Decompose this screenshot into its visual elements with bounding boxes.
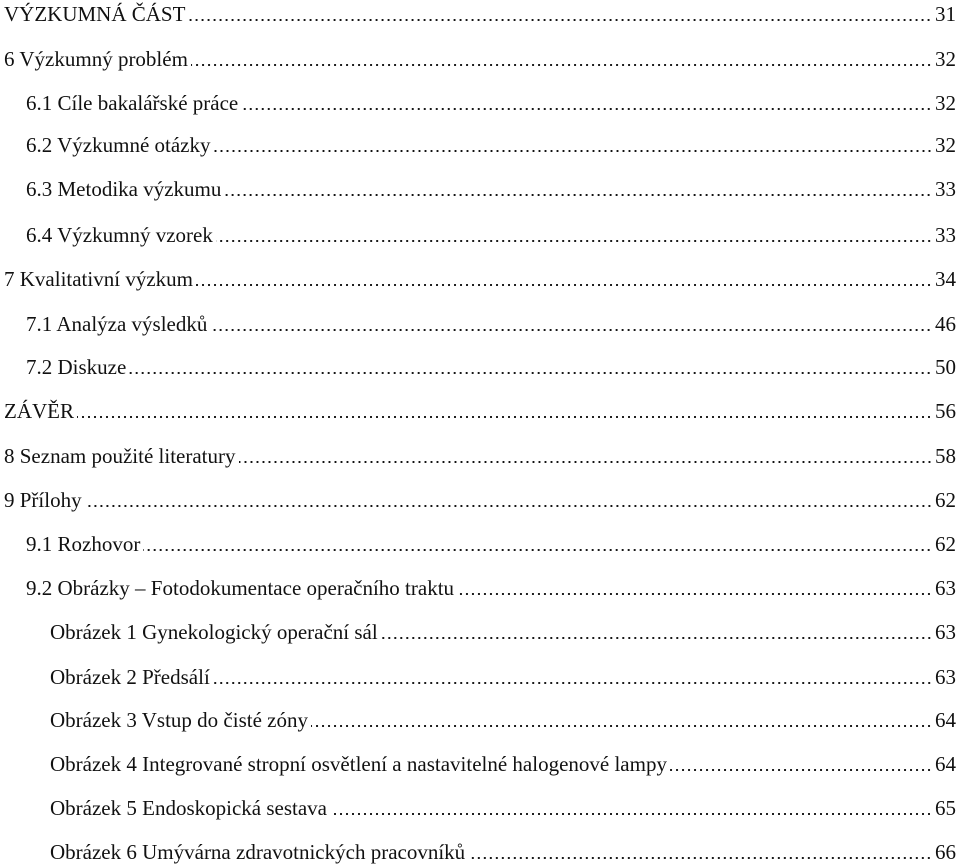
dot-leader [330,812,932,816]
dot-leader [210,328,932,332]
toc-entry-vyzkumna-cast[interactable] [4,0,956,28]
dot-leader [468,856,932,860]
toc-entry-label: 6.3 Metodika výzkumu [26,177,222,201]
dot-leader [216,239,932,243]
dot-leader [457,592,932,596]
toc-entry-label: 9 Přílohy [4,488,82,512]
toc-page-number: 32 [935,133,956,157]
toc-page-number: 33 [935,223,956,247]
dot-leader [381,636,932,640]
toc-entry-label: Obrázek 2 Předsálí [50,665,210,689]
toc-entry-label: 6.4 Výzkumný vzorek [26,223,213,247]
toc-page-number: 56 [935,399,956,423]
toc-entry-label: 6.1 Cíle bakalářské práce [26,91,239,115]
toc-entry-label: Obrázek 1 Gynekologický operační sál [50,620,378,644]
toc-entry-9-1[interactable] [26,530,956,558]
toc-page-number: 62 [935,532,956,556]
toc-page-number: 63 [935,576,956,600]
dot-leader [214,149,933,153]
toc-page-number: 34 [935,267,956,291]
dot-leader [191,63,932,67]
toc-entry-label: Obrázek 6 Umývárna zdravotnických pracovníků [50,840,466,864]
toc-entry-label: 7.2 Diskuze [26,355,127,379]
toc-entry-9[interactable] [4,486,956,514]
toc-page-number: 33 [935,177,956,201]
dot-leader [129,371,932,375]
toc-entry-figure-4[interactable] [50,750,956,778]
dot-leader [224,193,932,197]
toc-entry-6-3[interactable] [26,175,956,203]
toc-entry-label: VÝZKUMNÁ ČÁST [4,2,186,26]
toc-page-number: 50 [935,355,956,379]
toc-page-number: 64 [935,752,956,776]
toc-entry-6-1[interactable] [26,89,956,117]
dot-leader [188,18,932,22]
toc-page-number: 64 [935,708,956,732]
toc-entry-label: 8 Seznam použité literatury [4,444,236,468]
toc-entry-figure-3[interactable] [50,706,956,734]
dot-leader [196,283,932,287]
toc-page-number: 62 [935,488,956,512]
toc-entry-label: Obrázek 5 Endoskopická sestava [50,796,327,820]
dot-leader [311,724,932,728]
toc-entry-label: 7 Kvalitativní výzkum [4,267,193,291]
toc-entry-8[interactable] [4,442,956,470]
toc-entry-label: 6.2 Výzkumné otázky [26,133,211,157]
toc-entry-6-2[interactable] [26,131,956,159]
toc-entry-figure-1[interactable] [50,618,956,646]
toc-page-number: 63 [935,620,956,644]
toc-entry-zaver[interactable] [4,397,956,425]
toc-entry-label: Obrázek 4 Integrované stropní osvětlení a nastavitelné halogenové lampy [50,752,667,776]
toc-page-number: 58 [935,444,956,468]
toc-entry-7-1[interactable] [26,310,956,338]
dot-leader [241,107,932,111]
toc-entry-label: 7.1 Analýza výsledků [26,312,208,336]
toc-entry-figure-2[interactable] [50,663,956,691]
toc-entry-label: ZÁVĚR [4,399,74,423]
dot-leader [670,768,932,772]
dot-leader [143,548,932,552]
toc-entry-6[interactable] [4,45,956,73]
dot-leader [239,460,932,464]
toc-entry-7-2[interactable] [26,353,956,381]
toc-page-number: 46 [935,312,956,336]
toc-entry-label: Obrázek 3 Vstup do čisté zóny [50,708,308,732]
dot-leader [85,504,932,508]
toc-entry-figure-5[interactable] [50,794,956,822]
dot-leader [213,681,932,685]
toc-entry-6-4[interactable] [26,221,956,249]
dot-leader [77,415,932,419]
toc-entry-7[interactable] [4,265,956,293]
toc-page-number: 63 [935,665,956,689]
toc-page-number: 31 [935,2,956,26]
toc-page-number: 32 [935,47,956,71]
toc-entry-label: 9.1 Rozhovor [26,532,141,556]
toc-page-number: 32 [935,91,956,115]
toc-entry-label: 6 Výzkumný problém [4,47,188,71]
toc-page-number: 66 [935,840,956,864]
toc-entry-figure-6[interactable] [50,838,956,866]
toc-entry-9-2[interactable] [26,574,956,602]
toc-page-number: 65 [935,796,956,820]
toc-entry-label: 9.2 Obrázky – Fotodokumentace operačního traktu [26,576,455,600]
